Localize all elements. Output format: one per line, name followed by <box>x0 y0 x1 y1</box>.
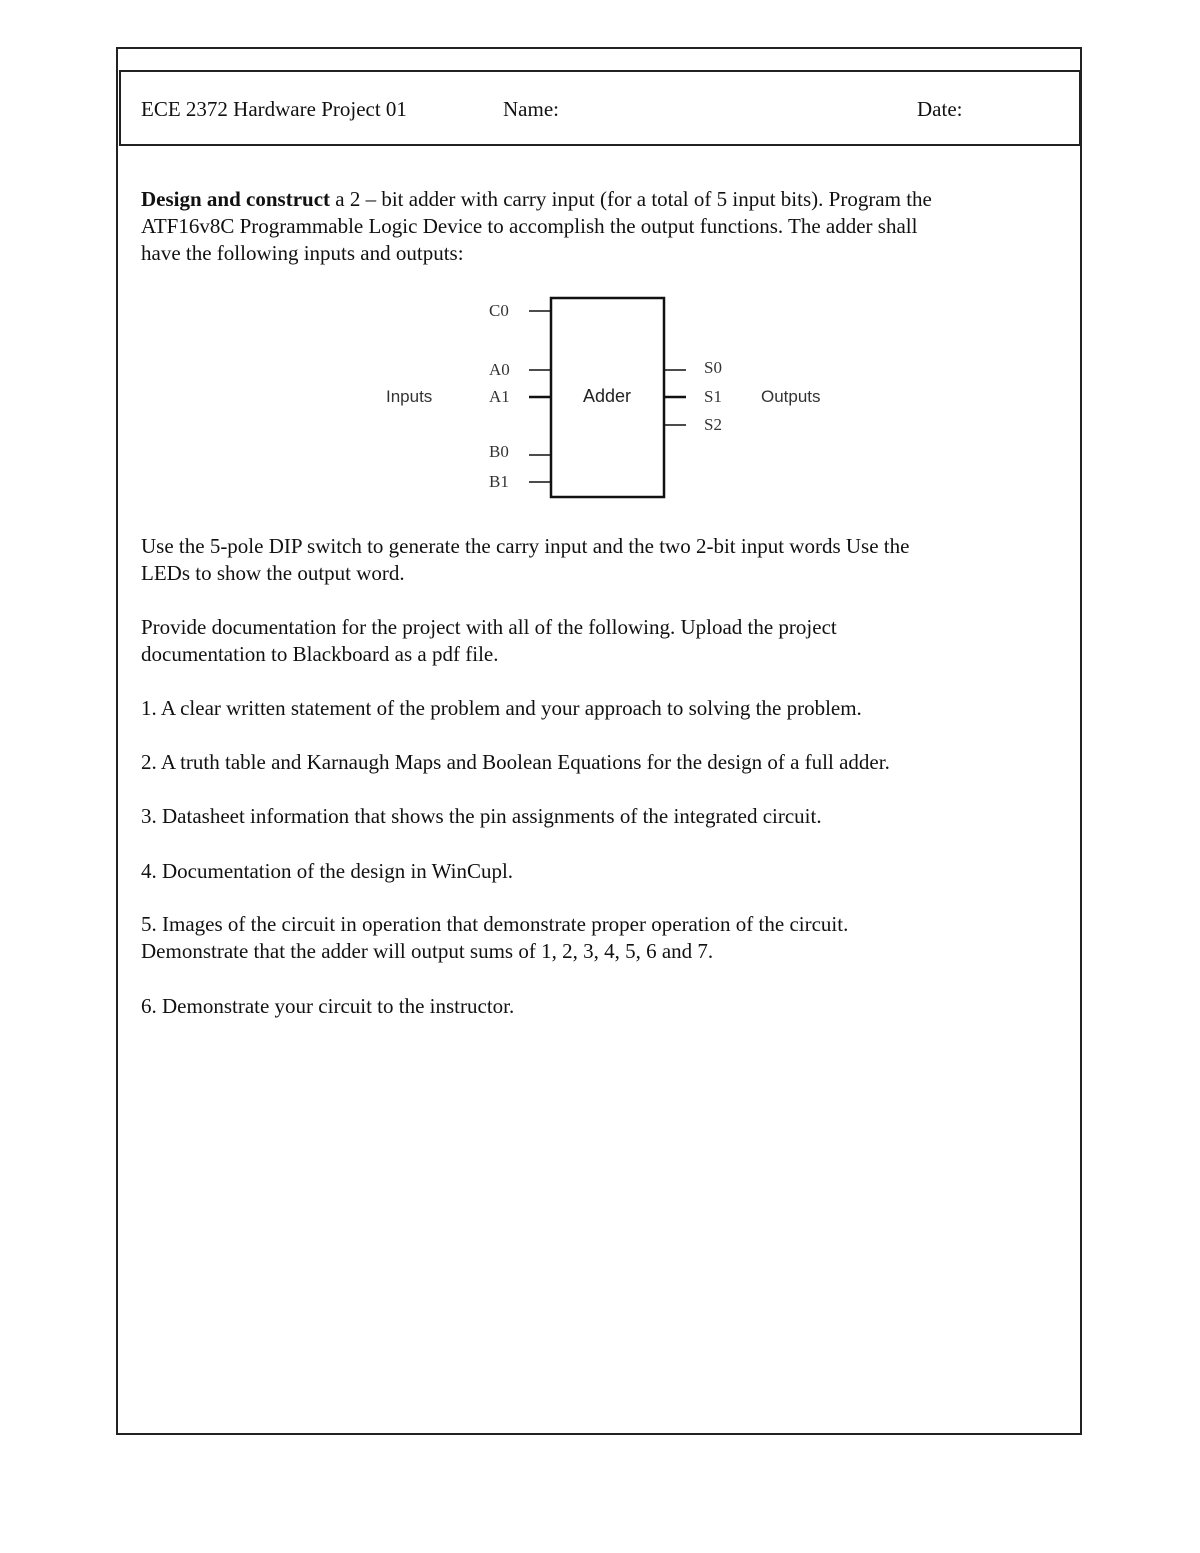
pin-label-b1: B1 <box>489 472 509 491</box>
list-item: 5. Images of the circuit in operation that demonstrate proper operation of the circuit. <box>141 912 849 936</box>
pin-label-s2: S2 <box>704 415 722 434</box>
intro-line-1-rest: a 2 – bit adder with carry input (for a total of 5 input bits). Program the <box>330 187 932 211</box>
list-item: 4. Documentation of the design in WinCupl. <box>141 859 514 883</box>
pin-label-a1: A1 <box>489 387 510 406</box>
inputs-label: Inputs <box>386 387 433 406</box>
intro-paragraph <box>141 186 1041 267</box>
documentation-line-2: documentation to Blackboard as a pdf file. <box>141 642 499 666</box>
intro-line-2: ATF16v8C Programmable Logic Device to accomplish the output functions. The adder shall <box>141 214 918 238</box>
instructions-line-2: LEDs to show the output word. <box>141 561 405 585</box>
intro-bold-lead: Design and construct <box>141 187 331 211</box>
list-item: 3. Datasheet information that shows the pin assignments of the integrated circuit. <box>141 804 822 828</box>
instructions-line-1: Use the 5-pole DIP switch to generate the carry input and the two 2-bit input words Use the <box>141 534 910 558</box>
pin-label-s1: S1 <box>704 387 722 406</box>
intro-line-1 <box>141 186 1041 213</box>
pin-label-s0: S0 <box>704 358 722 377</box>
documentation-paragraph <box>141 614 1041 668</box>
list-item-continuation: Demonstrate that the adder will output sums of 1, 2, 3, 4, 5, 6 and 7. <box>141 939 714 963</box>
documentation-line-1: Provide documentation for the project with all of the following. Upload the project <box>141 615 837 639</box>
outputs-label: Outputs <box>761 387 821 406</box>
date-label: Date: <box>917 97 963 121</box>
list-item: 6. Demonstrate your circuit to the instructor. <box>141 994 515 1018</box>
list-item: 1. A clear written statement of the problem and your approach to solving the problem. <box>141 696 862 720</box>
list-item: 2. A truth table and Karnaugh Maps and Boolean Equations for the design of a full adder. <box>141 750 890 774</box>
pin-label-a0: A0 <box>489 360 510 379</box>
name-label: Name: <box>503 97 559 121</box>
adder-box-label: Adder <box>582 386 632 406</box>
instructions-paragraph <box>141 533 1041 587</box>
pin-label-b0: B0 <box>489 442 509 461</box>
pin-label-c0: C0 <box>489 301 509 320</box>
intro-line-3: have the following inputs and outputs: <box>141 241 464 265</box>
project-title: ECE 2372 Hardware Project 01 <box>141 97 407 121</box>
